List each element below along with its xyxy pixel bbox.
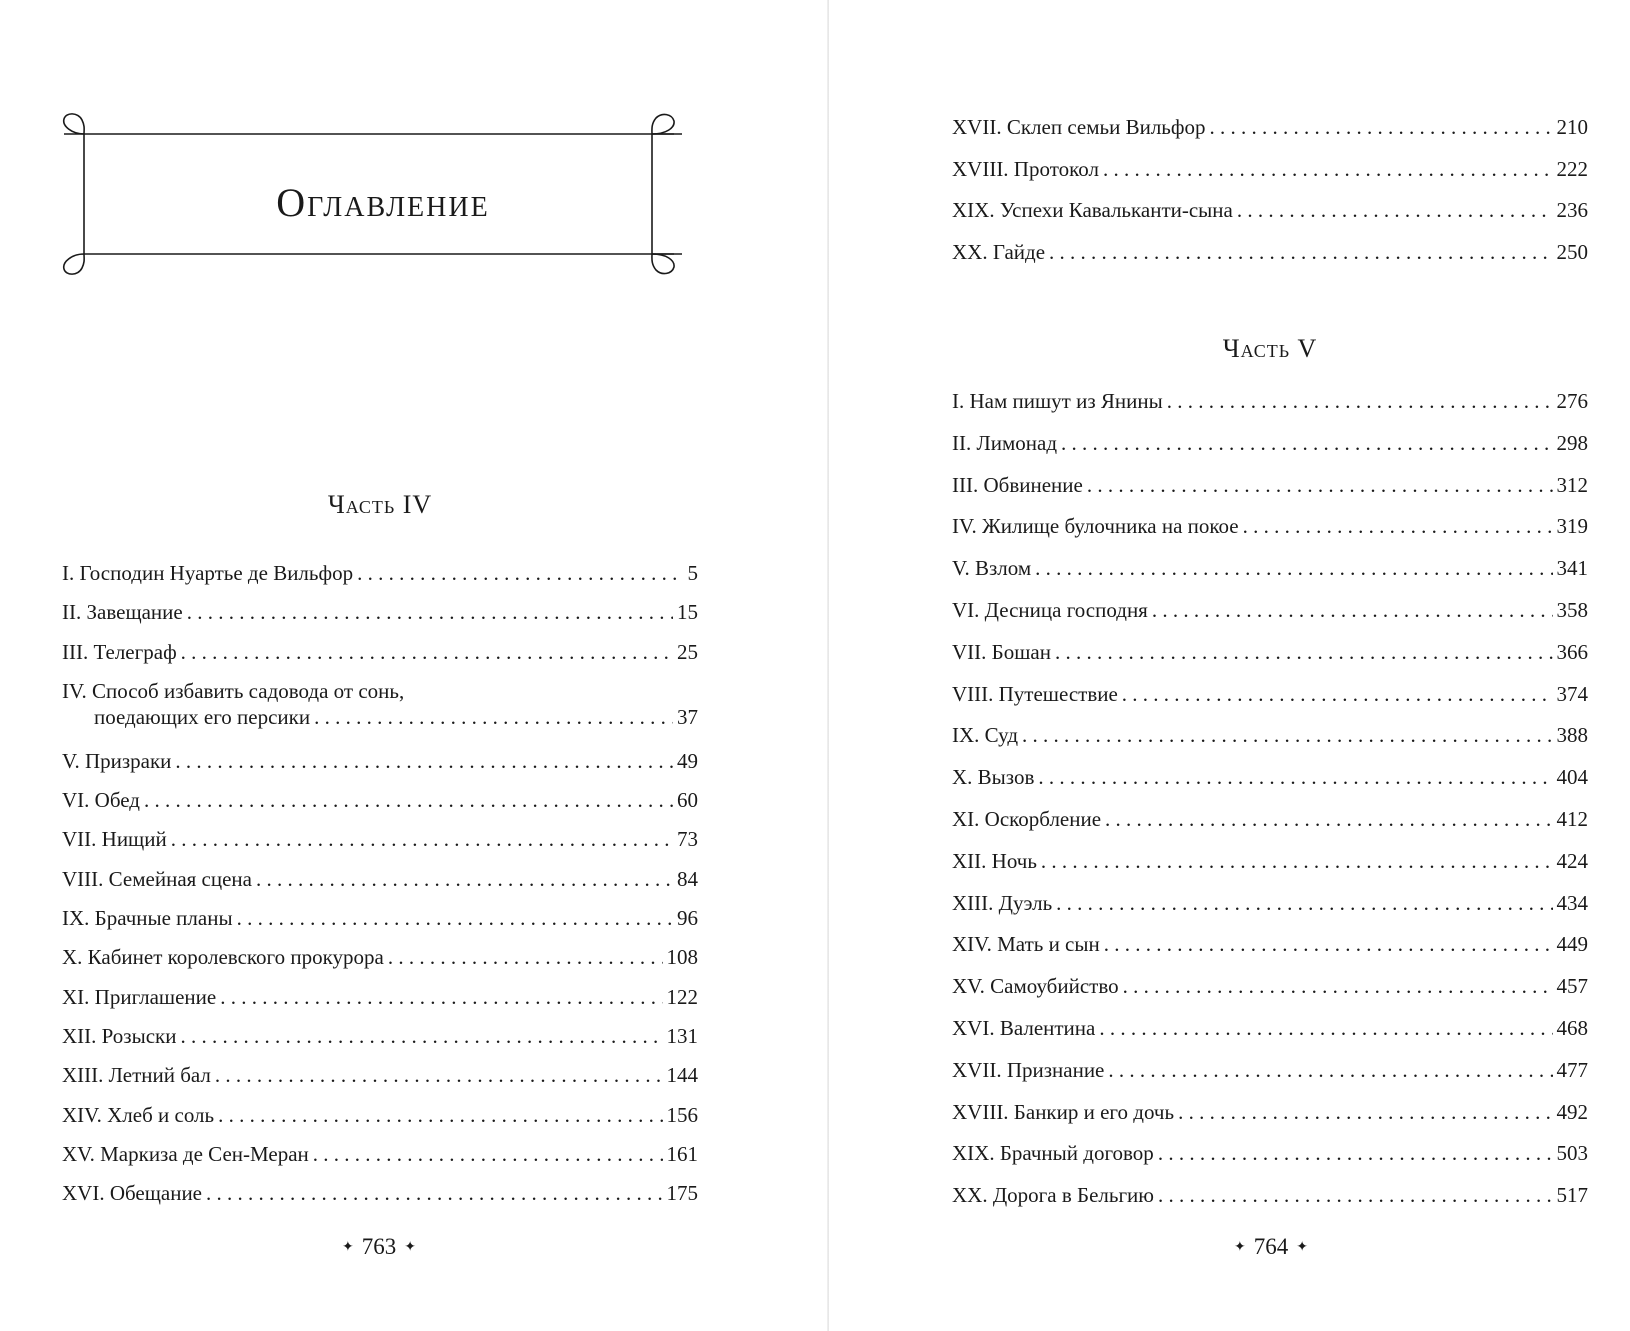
toc-entry-label: XVI. Обещание (62, 1181, 203, 1206)
toc-entry-page: 161 (666, 1141, 698, 1166)
part-heading-iv: Часть IV (327, 490, 433, 519)
toc-entry-label: V. Взлом (952, 556, 1032, 581)
toc-list-part-iv (62, 560, 698, 1219)
toc-entry[interactable] (62, 748, 698, 787)
toc-entry-page: 122 (666, 984, 698, 1009)
toc-entry-label: XIV. Мать и сын (952, 932, 1100, 957)
toc-entry-label: X. Вызов (952, 765, 1035, 790)
toc-entry-page: 250 (1556, 239, 1588, 264)
toc-entry-label: VII. Нищий (62, 827, 167, 852)
toc-entry[interactable] (952, 114, 1588, 156)
toc-entry-page: 49 (677, 748, 698, 773)
toc-entry[interactable] (62, 905, 698, 944)
toc-entry[interactable] (952, 513, 1588, 555)
dot-leader (1022, 722, 1552, 748)
toc-entry-page: 424 (1556, 848, 1588, 873)
dot-leader (215, 1062, 663, 1088)
toc-entry[interactable] (952, 388, 1588, 430)
toc-entry-page: 358 (1556, 597, 1588, 622)
toc-entry-page: 404 (1556, 765, 1588, 790)
toc-entry-page: 210 (1556, 115, 1588, 139)
toc-entry[interactable] (62, 599, 698, 638)
toc-entry-label: II. Завещание (62, 600, 183, 625)
toc-entry-page: 144 (666, 1063, 698, 1088)
toc-entry-label: XIII. Летний бал (62, 1063, 211, 1088)
toc-entry[interactable] (62, 678, 698, 748)
toc-entry-label: XII. Розыски (62, 1023, 177, 1048)
toc-entry-page: 457 (1556, 974, 1588, 999)
dot-leader (314, 704, 673, 730)
dot-leader (1108, 1057, 1552, 1083)
dot-leader (357, 560, 683, 586)
dot-leader (1209, 114, 1552, 140)
toc-entry-page: 222 (1556, 156, 1588, 181)
toc-entry[interactable] (62, 1062, 698, 1101)
toc-entry-page: 517 (1556, 1183, 1588, 1208)
toc-entry-label: XV. Самоубийство (952, 974, 1119, 999)
right-page (829, 0, 1630, 1331)
dot-leader (1104, 931, 1553, 957)
toc-entry-page: 477 (1556, 1057, 1588, 1082)
dot-leader (220, 984, 662, 1010)
toc-entry-label: VII. Бошан (952, 639, 1051, 664)
toc-entry-label: XIX. Брачный договор (952, 1141, 1154, 1166)
toc-entry[interactable] (952, 681, 1588, 723)
dot-leader (175, 748, 673, 774)
dot-leader (1167, 388, 1553, 414)
page-number-text: 763 (361, 1234, 397, 1259)
toc-entry-label: поедающих его персики (94, 704, 311, 729)
dot-leader (1041, 848, 1553, 874)
toc-entry-label: I. Нам пишут из Янины (952, 389, 1163, 413)
toc-entry[interactable] (62, 866, 698, 905)
toc-entry[interactable] (62, 560, 698, 599)
dot-leader (1087, 472, 1553, 498)
toc-entry-page: 341 (1556, 556, 1588, 581)
toc-entry[interactable] (62, 1102, 698, 1141)
part-heading-v: Часть V (1222, 334, 1318, 363)
toc-entry-label: V. Призраки (62, 748, 172, 773)
dot-leader (388, 944, 663, 970)
dot-leader (1243, 513, 1553, 539)
toc-entry-page: 412 (1556, 806, 1588, 831)
dot-leader (313, 1141, 663, 1167)
toc-entry-label: XI. Оскорбление (952, 806, 1102, 831)
toc-entry[interactable] (62, 1180, 698, 1219)
dot-leader (181, 639, 673, 665)
toc-entry-label: XVII. Склеп семьи Вильфор (952, 115, 1206, 139)
toc-entry-page: 468 (1556, 1015, 1588, 1040)
toc-entry[interactable] (952, 722, 1588, 764)
ornament-icon: ✦ (1234, 1239, 1246, 1255)
toc-entry[interactable] (952, 931, 1588, 973)
toc-entry-label: III. Обвинение (952, 472, 1083, 497)
toc-entry-page: 175 (666, 1181, 698, 1206)
toc-entry[interactable] (62, 787, 698, 826)
toc-entry-label: IV. Жилище булочника на покое (952, 514, 1239, 539)
toc-entry[interactable] (952, 156, 1588, 198)
toc-entry[interactable] (62, 984, 698, 1023)
page-number (342, 1234, 416, 1260)
toc-entry-page: 96 (677, 906, 698, 931)
toc-entry[interactable] (952, 597, 1588, 639)
toc-entry-label: IV. Способ избавить садовода от сонь, (62, 678, 405, 703)
toc-entry[interactable] (952, 555, 1588, 597)
toc-entry-page: 15 (677, 600, 698, 625)
dot-leader (1038, 764, 1552, 790)
toc-entry-label: VIII. Путешествие (952, 681, 1118, 706)
toc-entry-page: 503 (1556, 1141, 1588, 1166)
ornament-icon: ✦ (342, 1239, 354, 1255)
dot-leader (1178, 1099, 1552, 1125)
dot-leader (1158, 1140, 1553, 1166)
toc-entry-label: XVII. Признание (952, 1057, 1105, 1082)
toc-entry-page: 319 (1556, 514, 1588, 539)
toc-entry-label: XIX. Успехи Кавальканти-сына (952, 198, 1233, 223)
toc-entry-label: III. Телеграф (62, 639, 177, 664)
dot-leader (1237, 197, 1553, 223)
toc-entry-label: II. Лимонад (952, 430, 1057, 455)
toc-entry-label: I. Господин Нуартье де Вильфор (62, 561, 354, 585)
toc-entry-page: 60 (677, 788, 698, 813)
toc-entry-label: VI. Десница господня (952, 597, 1148, 622)
toc-entry[interactable] (952, 1015, 1588, 1057)
toc-entry-page: 366 (1556, 639, 1588, 664)
dot-leader (1056, 890, 1552, 916)
toc-entry-label: XX. Гайде (952, 239, 1046, 264)
toc-entry[interactable] (952, 1182, 1588, 1224)
dot-leader (1061, 430, 1553, 456)
ornament-icon: ✦ (1296, 1239, 1308, 1255)
toc-entry[interactable] (62, 639, 698, 678)
toc-entry-page: 73 (677, 827, 698, 852)
dot-leader (1103, 156, 1553, 182)
toc-entry-page: 374 (1556, 681, 1588, 706)
dot-leader (1099, 1015, 1552, 1041)
dot-leader (206, 1180, 662, 1206)
toc-entry[interactable] (952, 848, 1588, 890)
toc-entry-label: XV. Маркиза де Сен-Меран (62, 1141, 309, 1166)
toc-entry-label: XIV. Хлеб и соль (62, 1102, 215, 1127)
toc-entry-page: 388 (1556, 723, 1588, 748)
toc-entry[interactable] (62, 944, 698, 983)
toc-entry-page: 156 (666, 1102, 698, 1127)
dot-leader (187, 599, 673, 625)
toc-entry-label: IX. Суд (952, 723, 1019, 748)
toc-entry-page: 434 (1556, 890, 1588, 915)
dot-leader (144, 787, 673, 813)
toc-entry-page: 312 (1556, 472, 1588, 497)
page-title: Оглавление (276, 179, 490, 225)
dot-leader (1049, 239, 1552, 265)
toc-list-part-iv-continued (952, 114, 1588, 280)
toc-entry-label: XIII. Дуэль (952, 890, 1053, 915)
toc-entry-label: XVI. Валентина (952, 1015, 1096, 1040)
toc-entry-label: XVIII. Банкир и его дочь (952, 1099, 1175, 1124)
toc-entry-page: 25 (677, 639, 698, 664)
dot-leader (1152, 597, 1553, 623)
toc-entry[interactable] (952, 197, 1588, 239)
toc-entry[interactable] (952, 764, 1588, 806)
dot-leader (1105, 806, 1552, 832)
toc-entry-page: 298 (1556, 430, 1588, 455)
dot-leader (171, 826, 673, 852)
toc-entry-label: XX. Дорога в Бельгию (952, 1183, 1154, 1208)
toc-entry-page: 131 (666, 1023, 698, 1048)
title-frame (58, 112, 708, 292)
dot-leader (1035, 555, 1552, 581)
toc-entry[interactable] (952, 1140, 1588, 1182)
page-number (1234, 1234, 1308, 1260)
toc-entry-page: 108 (666, 945, 698, 970)
dot-leader (256, 866, 673, 892)
toc-entry[interactable] (62, 826, 698, 865)
dot-leader (218, 1102, 662, 1128)
toc-entry-page: 84 (677, 866, 698, 891)
toc-entry[interactable] (952, 239, 1588, 281)
toc-entry-page: 37 (677, 704, 698, 729)
toc-entry-page: 276 (1556, 389, 1588, 413)
toc-entry-page: 492 (1556, 1099, 1588, 1124)
toc-entry[interactable] (952, 973, 1588, 1015)
toc-entry-label: X. Кабинет королевского прокурора (62, 945, 384, 970)
dot-leader (237, 905, 673, 931)
page-number-text: 764 (1253, 1234, 1289, 1259)
toc-entry[interactable] (952, 472, 1588, 514)
toc-entry[interactable] (62, 1023, 698, 1062)
toc-entry[interactable] (62, 1141, 698, 1180)
toc-entry-label: VIII. Семейная сцена (62, 866, 252, 891)
toc-entry[interactable] (952, 890, 1588, 932)
ornament-icon: ✦ (404, 1239, 416, 1255)
dot-leader (180, 1023, 662, 1049)
dot-leader (1055, 639, 1553, 665)
toc-list-part-v (952, 388, 1588, 1224)
toc-entry-label: IX. Брачные планы (62, 906, 233, 931)
toc-entry-page: 236 (1556, 198, 1588, 223)
dot-leader (1123, 973, 1553, 999)
dot-leader (1122, 681, 1553, 707)
toc-entry-label: XI. Приглашение (62, 984, 217, 1009)
toc-entry-page: 5 (687, 561, 698, 585)
toc-entry-label: XII. Ночь (952, 848, 1037, 873)
toc-entry[interactable] (952, 639, 1588, 681)
toc-entry-page: 449 (1556, 932, 1588, 957)
toc-entry[interactable] (952, 430, 1588, 472)
dot-leader (1158, 1182, 1553, 1208)
toc-entry[interactable] (952, 1057, 1588, 1099)
toc-entry[interactable] (952, 1099, 1588, 1141)
toc-entry[interactable] (952, 806, 1588, 848)
toc-entry-label: XVIII. Протокол (952, 156, 1099, 181)
toc-entry-label: VI. Обед (62, 788, 140, 813)
